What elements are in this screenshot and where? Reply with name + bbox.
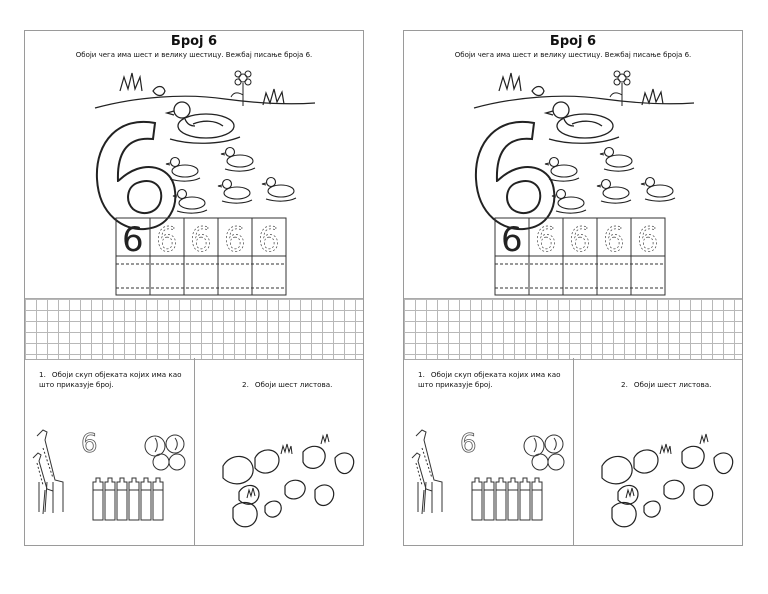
task-one-instruction: 1. Обоји скуп објеката којих има као што приказује број. bbox=[39, 370, 182, 389]
duck-icon bbox=[546, 102, 619, 143]
svg-text:6: 6 bbox=[190, 220, 212, 260]
worksheet-title: Број 6 bbox=[549, 34, 597, 49]
task-two-panel bbox=[574, 358, 742, 546]
giraffe-icon bbox=[412, 430, 442, 514]
task-one-illustration bbox=[25, 358, 195, 546]
grass-icon bbox=[474, 73, 694, 108]
svg-text:6: 6 bbox=[603, 220, 625, 260]
task-digit-six: 6 bbox=[460, 429, 477, 459]
task-one-panel bbox=[404, 358, 574, 546]
leaves-illustration bbox=[574, 358, 742, 546]
duckling-icon bbox=[166, 148, 296, 214]
giraffe-icon bbox=[33, 430, 63, 514]
big-six-outline bbox=[476, 122, 554, 229]
svg-text:6: 6 bbox=[501, 220, 523, 260]
bottles-icon bbox=[93, 478, 163, 520]
svg-text:6: 6 bbox=[637, 220, 659, 260]
task-two-instruction: 2. Обоји шест листова. bbox=[621, 380, 712, 389]
task-two-instruction: 2. Обоји шест листова. bbox=[242, 380, 333, 389]
task-two-panel bbox=[195, 358, 363, 546]
leaves-illustration bbox=[195, 358, 363, 546]
duck-icon bbox=[167, 102, 240, 143]
bottles-icon bbox=[472, 478, 542, 520]
svg-text:6: 6 bbox=[258, 220, 280, 260]
leaf-icon bbox=[602, 446, 733, 526]
worksheet-instruction: Обоји чега има шест и велику шестицу. Вежбај писање броја 6. bbox=[75, 51, 313, 59]
traced-digit-six bbox=[122, 220, 280, 260]
svg-text:6: 6 bbox=[569, 220, 591, 260]
task-one-panel bbox=[25, 358, 195, 546]
svg-text:6: 6 bbox=[122, 220, 144, 260]
fruit-icon bbox=[145, 435, 185, 470]
svg-text:6: 6 bbox=[535, 220, 557, 260]
worksheet-instruction: Обоји чега има шест и велику шестицу. Вежбај писање броја 6. bbox=[454, 51, 692, 59]
writing-grid bbox=[404, 298, 742, 360]
worksheet-right bbox=[403, 30, 743, 546]
worksheet-left bbox=[24, 30, 364, 546]
leaf-icon bbox=[223, 446, 354, 526]
duckling-icon bbox=[545, 148, 675, 214]
traced-digit-six bbox=[501, 220, 659, 260]
ducks-and-number-illustration bbox=[25, 31, 363, 298]
ducks-and-number-illustration bbox=[404, 31, 742, 298]
task-one-instruction: 1. Обоји скуп објеката којих има као што приказује број. bbox=[418, 370, 561, 389]
writing-grid bbox=[25, 298, 363, 360]
fruit-icon bbox=[524, 435, 564, 470]
worksheet-title: Број 6 bbox=[170, 34, 218, 49]
svg-text:6: 6 bbox=[156, 220, 178, 260]
grass-icon bbox=[95, 73, 315, 108]
big-six-outline bbox=[97, 122, 175, 229]
task-digit-six: 6 bbox=[81, 429, 98, 459]
task-one-illustration bbox=[404, 358, 574, 546]
svg-text:6: 6 bbox=[224, 220, 246, 260]
